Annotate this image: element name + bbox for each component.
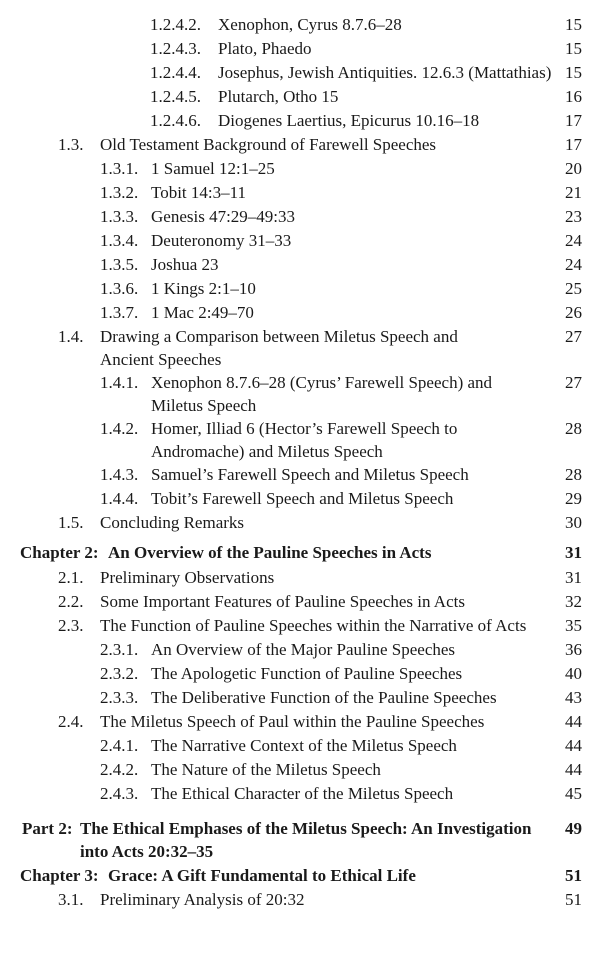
entry-title: 1 Kings 2:1–10 bbox=[151, 279, 256, 298]
entry-number: 2.1. bbox=[58, 568, 84, 587]
entry-number: 2.3.1. bbox=[100, 640, 139, 659]
entry-number: 1.4.2. bbox=[100, 419, 139, 438]
page-number: 27 bbox=[565, 373, 582, 392]
entry-number: 2.4.1. bbox=[100, 736, 139, 755]
entry-title: Homer, Illiad 6 (Hector’s Farewell Speech to bbox=[151, 419, 458, 438]
entry-title: 1 Mac 2:49–70 bbox=[151, 303, 254, 322]
entry-number: 2.4. bbox=[58, 712, 84, 731]
entry-title: Xenophon 8.7.6–28 (Cyrus’ Farewell Speech) and bbox=[151, 373, 493, 392]
page-number: 44 bbox=[565, 760, 582, 779]
entry-title: Joshua 23 bbox=[151, 255, 219, 274]
page-number: 26 bbox=[565, 303, 582, 322]
page-number: 30 bbox=[565, 513, 582, 532]
page-number: 35 bbox=[565, 616, 582, 635]
entry-number: 3.1. bbox=[58, 890, 84, 909]
entry-title: The Nature of the Miletus Speech bbox=[151, 760, 381, 779]
entry-title: An Overview of the Major Pauline Speeches bbox=[151, 640, 456, 659]
page-number: 45 bbox=[565, 784, 582, 803]
page-number: 24 bbox=[565, 231, 582, 250]
page-number: 31 bbox=[565, 543, 582, 562]
entry-number: 1.3.6. bbox=[100, 279, 139, 298]
entry-number: 1.4.3. bbox=[100, 465, 139, 484]
entry-title: Concluding Remarks bbox=[100, 513, 245, 532]
entry-number: 1.3. bbox=[58, 135, 84, 154]
entry-number: 1.5. bbox=[58, 513, 84, 532]
entry-number: 1.4. bbox=[58, 327, 84, 346]
entry-title: Preliminary Analysis of 20:32 bbox=[100, 890, 305, 909]
page-number: 51 bbox=[565, 866, 582, 885]
page-number: 31 bbox=[565, 568, 582, 587]
entry-number: 2.4.3. bbox=[100, 784, 139, 803]
entry-title: Miletus Speech bbox=[151, 396, 257, 415]
page-number: 20 bbox=[565, 159, 582, 178]
entry-title: 1 Samuel 12:1–25 bbox=[151, 159, 275, 178]
entry-title: The Ethical Emphases of the Miletus Speech: An Investigation bbox=[80, 819, 532, 838]
entry-title: Tobit 14:3–11 bbox=[151, 183, 246, 202]
page-number: 23 bbox=[565, 207, 582, 226]
entry-title: The Apologetic Function of Pauline Speeches bbox=[151, 664, 463, 683]
page-number: 40 bbox=[565, 664, 582, 683]
page-number: 28 bbox=[565, 419, 582, 438]
page-number: 49 bbox=[565, 819, 582, 838]
page-number: 21 bbox=[565, 183, 582, 202]
entry-title: Tobit’s Farewell Speech and Miletus Speech bbox=[151, 489, 454, 508]
entry-title: Deuteronomy 31–33 bbox=[151, 231, 292, 250]
page-number: 29 bbox=[565, 489, 582, 508]
entry-number: 2.3. bbox=[58, 616, 84, 635]
entry-title: Josephus, Jewish Antiquities. 12.6.3 (Mattathias) bbox=[218, 63, 552, 82]
entry-title: Drawing a Comparison between Miletus Speech and bbox=[100, 327, 458, 346]
page-number: 36 bbox=[565, 640, 582, 659]
entry-title: The Function of Pauline Speeches within the Narrative of Acts bbox=[100, 616, 527, 635]
page-number: 43 bbox=[565, 688, 582, 707]
entry-title: Samuel’s Farewell Speech and Miletus Speech bbox=[151, 465, 469, 484]
entry-title: Xenophon, Cyrus 8.7.6–28 bbox=[218, 15, 402, 34]
page-number: 44 bbox=[565, 712, 582, 731]
entry-number: 2.2. bbox=[58, 592, 84, 611]
entry-title: The Ethical Character of the Miletus Speech bbox=[151, 784, 454, 803]
entry-title: Plato, Phaedo bbox=[218, 39, 312, 58]
entry-number: Chapter 2: bbox=[20, 543, 99, 562]
entry-title: Old Testament Background of Farewell Speeches bbox=[100, 135, 437, 154]
entry-number: 1.2.4.6. bbox=[150, 111, 201, 130]
page-number: 17 bbox=[565, 135, 582, 154]
entry-number: 1.3.5. bbox=[100, 255, 139, 274]
page-number: 17 bbox=[565, 111, 582, 130]
entry-number: 1.2.4.5. bbox=[150, 87, 201, 106]
entry-number: 1.3.3. bbox=[100, 207, 139, 226]
entry-title: Some Important Features of Pauline Speeches in Acts bbox=[100, 592, 465, 611]
entry-title: The Miletus Speech of Paul within the Pauline Speeches bbox=[100, 712, 485, 731]
entry-title: Andromache) and Miletus Speech bbox=[151, 442, 383, 461]
entry-number: 1.3.2. bbox=[100, 183, 139, 202]
entry-number: Part 2: bbox=[22, 819, 73, 838]
entry-number: 2.4.2. bbox=[100, 760, 139, 779]
entry-number: 1.2.4.4. bbox=[150, 63, 201, 82]
entry-title: The Narrative Context of the Miletus Speech bbox=[151, 736, 457, 755]
page-number: 27 bbox=[565, 327, 582, 346]
entry-title: Grace: A Gift Fundamental to Ethical Life bbox=[108, 866, 416, 885]
page-number: 15 bbox=[565, 39, 582, 58]
entry-title: Preliminary Observations bbox=[100, 568, 275, 587]
entry-number: 1.4.4. bbox=[100, 489, 139, 508]
page-number: 51 bbox=[565, 890, 582, 909]
page-number: 25 bbox=[565, 279, 582, 298]
page-number: 24 bbox=[565, 255, 582, 274]
entry-title: The Deliberative Function of the Pauline Speeches bbox=[151, 688, 497, 707]
entry-title: into Acts 20:32–35 bbox=[80, 842, 214, 861]
page-number: 44 bbox=[565, 736, 582, 755]
entry-number: 1.3.1. bbox=[100, 159, 139, 178]
entry-title: An Overview of the Pauline Speeches in Acts bbox=[108, 543, 432, 562]
entry-number: 1.2.4.3. bbox=[150, 39, 201, 58]
entry-number: 2.3.2. bbox=[100, 664, 139, 683]
page-number: 15 bbox=[565, 15, 582, 34]
page-number: 15 bbox=[565, 63, 582, 82]
entry-title: Diogenes Laertius, Epicurus 10.16–18 bbox=[218, 111, 480, 130]
entry-title: Plutarch, Otho 15 bbox=[218, 87, 339, 106]
entry-number: 2.3.3. bbox=[100, 688, 139, 707]
entry-number: Chapter 3: bbox=[20, 866, 99, 885]
entry-number: 1.4.1. bbox=[100, 373, 139, 392]
page-number: 28 bbox=[565, 465, 582, 484]
entry-number: 1.2.4.2. bbox=[150, 15, 201, 34]
entry-number: 1.3.7. bbox=[100, 303, 139, 322]
entry-number: 1.3.4. bbox=[100, 231, 139, 250]
entry-title: Ancient Speeches bbox=[100, 350, 222, 369]
page-number: 32 bbox=[565, 592, 582, 611]
page-number: 16 bbox=[565, 87, 582, 106]
entry-title: Genesis 47:29–49:33 bbox=[151, 207, 296, 226]
